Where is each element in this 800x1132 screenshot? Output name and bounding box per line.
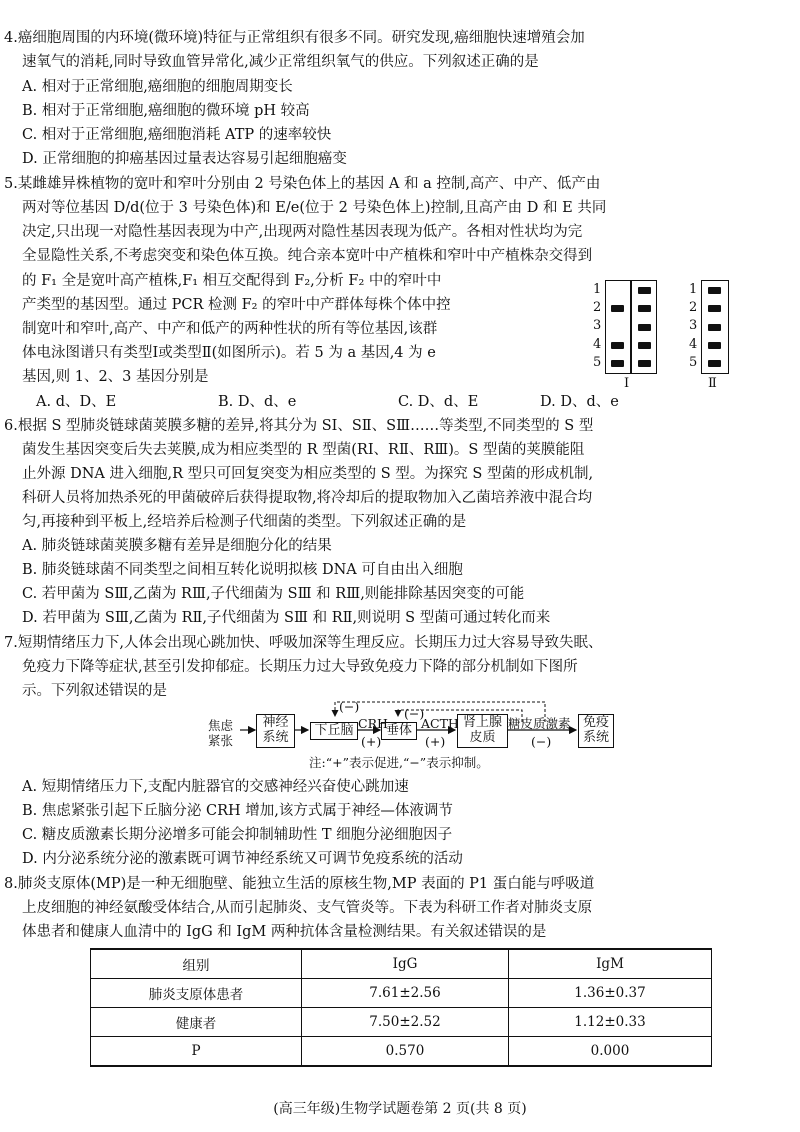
inhibit-label: (−) (531, 734, 552, 749)
promote-label: (+) (425, 734, 446, 749)
q4-stem-line: 速氧气的消耗,同时导致血管异常化,减少正常组织氧气的供应。下列叙述正确的是 (22, 54, 539, 70)
table-cell: 0.570 (302, 1037, 509, 1067)
q6-stem-line: 菌发生基因突变后失去荚膜,成为相应类型的 R 型菌(RⅠ、RⅡ、RⅢ)。S 型菌的荚膜能阻 (22, 442, 585, 458)
table-cell: 肺炎支原体患者 (91, 979, 302, 1008)
q5-stem-line: 产类型的基因型。通过 PCR 检测 F₂ 的窄叶中产群体每株个体中控 (22, 297, 451, 313)
q5-option-c: C. D、d、E (398, 394, 479, 410)
q5-stem-line: 5.某雌雄异株植物的宽叶和窄叶分别由 2 号染色体上的基因 A 和 a 控制,高产、中产、低产由 (4, 176, 601, 192)
table-cell: P (91, 1037, 302, 1067)
q8-stem-line: 体患者和健康人血清中的 IgG 和 IgM 两种抗体含量检测结果。有关叙述错误的是 (22, 924, 547, 940)
adrenal-cortex-box (457, 714, 508, 748)
q5-stem-line: 基因,则 1、2、3 基因分别是 (22, 369, 209, 385)
nervous-system-label: 神经 (262, 715, 289, 730)
table-cell: 7.61±2.56 (302, 979, 509, 1008)
hypothalamus-box: 下丘脑 (310, 722, 358, 740)
q7-option-d: D. 内分泌系统分泌的激素既可调节神经系统又可调节免疫系统的活动 (22, 851, 463, 867)
q4-option-d: D. 正常细胞的抑癌基因过量表达容易引起细胞癌变 (22, 151, 347, 167)
q4-option-b: B. 相对于正常细胞,癌细胞的微环境 pH 较高 (22, 103, 310, 119)
q7-option-c: C. 糖皮质激素长期分泌增多可能会抑制辅助性 T 细胞分泌细胞因子 (22, 827, 453, 843)
q7-stem-line: 免疫力下降等症状,甚至引发抑郁症。长期压力过大导致免疫力下降的部分机制如下图所 (22, 659, 578, 675)
table-header-cell: IgG (302, 949, 509, 979)
anxiety-label: 紧张 (208, 733, 234, 748)
immune-system-box (578, 714, 614, 748)
lane-number: 4 (593, 337, 602, 352)
adrenal-cortex-label: 皮质 (469, 730, 496, 745)
lane-number: 2 (689, 300, 698, 315)
adrenal-cortex-label: 肾上腺 (462, 715, 502, 730)
q5-stem-line: 体电泳图谱只有类型Ⅰ或类型Ⅱ(如图所示)。若 5 为 a 基因,4 为 e (22, 345, 436, 361)
anxiety-label: 焦虑 (208, 718, 234, 733)
lane-number: 4 (689, 337, 698, 352)
table-row (91, 1008, 712, 1037)
table-cell: 健康者 (91, 1008, 302, 1037)
table-cell: 1.36±0.37 (509, 979, 712, 1008)
q5-option-a: A. d、D、E (36, 394, 117, 410)
q6-option-a: A. 肺炎链球菌荚膜多糖有差异是细胞分化的结果 (22, 538, 332, 554)
acth-label: ACTH (421, 716, 459, 731)
lane-number: 2 (593, 300, 602, 315)
lane-number: 5 (689, 355, 698, 370)
inhibit-label: (−) (404, 706, 425, 721)
q7-option-b: B. 焦虑紧张引起下丘脑分泌 CRH 增加,该方式属于神经—体液调节 (22, 803, 453, 819)
q8-stem-line: 8.肺炎支原体(MP)是一种无细胞壁、能独立生活的原核生物,MP 表面的 P1 蛋白能与呼吸道 (4, 876, 595, 892)
type-1-label: Ⅰ (624, 376, 630, 391)
q6-stem-line: 止外源 DNA 进入细胞,R 型只可回复突变为相应类型的 S 型。为探究 S 型菌的形成机制, (22, 466, 594, 482)
q4-option-c: C. 相对于正常细胞,癌细胞消耗 ATP 的速率较快 (22, 127, 332, 143)
q5-stem-line: 的 F₁ 全是宽叶高产植株,F₁ 相互交配得到 F₂,分析 F₂ 中的窄叶中 (22, 273, 442, 289)
q5-option-d: D. D、d、e (540, 394, 619, 410)
q4-option-a: A. 相对于正常细胞,癌细胞的细胞周期变长 (22, 79, 293, 95)
page-footer: (高三年级)生物学试题卷第 2 页(共 8 页) (273, 1101, 527, 1117)
type-2-label: Ⅱ (708, 376, 717, 391)
lane-number: 3 (689, 318, 698, 333)
diagram-note: 注:“+”表示促进,“−”表示抑制。 (309, 755, 489, 770)
promote-label: (+) (361, 734, 382, 749)
q6-stem-line: 科研人员将加热杀死的甲菌破碎后获得提取物,将冷却后的提取物加入乙菌培养液中混合均 (22, 490, 593, 506)
q7-stem-line: 7.短期情绪压力下,人体会出现心跳加快、呼吸加深等生理反应。长期压力过大容易导致失眠、 (4, 635, 603, 651)
q4-stem-line: 4.癌细胞周围的内环境(微环境)特征与正常组织有很多不同。研究发现,癌细胞快速增殖会加 (4, 30, 585, 46)
q5-stem-line: 全显隐性关系,不考虑突变和染色体互换。纯合亲本宽叶中产植株和窄叶中产植株杂交得到 (22, 248, 593, 264)
q6-option-b: B. 肺炎链球菌不同类型之间相互转化说明拟核 DNA 可自由出入细胞 (22, 562, 463, 578)
table-cell: 7.50±2.52 (302, 1008, 509, 1037)
q6-stem-line: 6.根据 S 型肺炎链球菌荚膜多糖的差异,将其分为 SⅠ、SⅡ、SⅢ……等类型,不同类型的 S 型 (4, 418, 594, 434)
table-cell: 0.000 (509, 1037, 712, 1067)
lane-number: 1 (593, 282, 602, 297)
table-header-row (91, 949, 712, 979)
table-header-cell: 组别 (91, 949, 302, 979)
q6-option-d: D. 若甲菌为 SⅢ,乙菌为 RⅡ,子代细菌为 SⅢ 和 RⅡ,则说明 S 型菌可通过转化而来 (22, 610, 551, 626)
q5-stem-line: 两对等位基因 D/d(位于 3 号染色体)和 E/e(位于 2 号染色体上)控制,且高产由 D 和 E 共同 (22, 200, 607, 216)
q5-option-b: B. D、d、e (218, 394, 297, 410)
immune-system-label: 系统 (582, 730, 609, 745)
q8-stem-line: 上皮细胞的神经氨酸受体结合,从而引起肺炎、支气管炎等。下表为科研工作者对肺炎支原 (22, 900, 593, 916)
table-cell: 1.12±0.33 (509, 1008, 712, 1037)
antibody-table (90, 948, 712, 1067)
q7-option-a: A. 短期情绪压力下,支配内脏器官的交感神经兴奋使心跳加速 (22, 779, 409, 795)
inhibit-label: (−) (339, 699, 360, 714)
crh-label: CRH (358, 716, 388, 731)
immune-system-label: 免疫 (582, 715, 609, 730)
table-header-cell: IgM (509, 949, 712, 979)
nervous-system-box (256, 714, 295, 748)
pituitary-box: 垂体 (381, 722, 417, 740)
cortisol-label: 糖皮质激素 (508, 716, 571, 731)
table-row (91, 1037, 712, 1067)
lane-number: 5 (593, 355, 602, 370)
q5-stem-line: 决定,只出现一对隐性基因表现为中产,出现两对隐性基因表现为低产。各相对性状均为完 (22, 224, 583, 240)
q7-stem-line: 示。下列叙述错误的是 (22, 683, 167, 699)
q5-stem-line: 制宽叶和窄叶,高产、中产和低产的两种性状的所有等位基因,该群 (22, 321, 438, 337)
lane-number: 1 (689, 282, 698, 297)
nervous-system-label: 系统 (262, 730, 289, 745)
lane-number: 3 (593, 318, 602, 333)
q6-option-c: C. 若甲菌为 SⅢ,乙菌为 RⅢ,子代细菌为 SⅢ 和 RⅢ,则能排除基因突变的可能 (22, 586, 525, 602)
table-row (91, 979, 712, 1008)
q6-stem-line: 匀,再接种到平板上,经培养后检测子代细菌的类型。下列叙述正确的是 (22, 514, 467, 530)
